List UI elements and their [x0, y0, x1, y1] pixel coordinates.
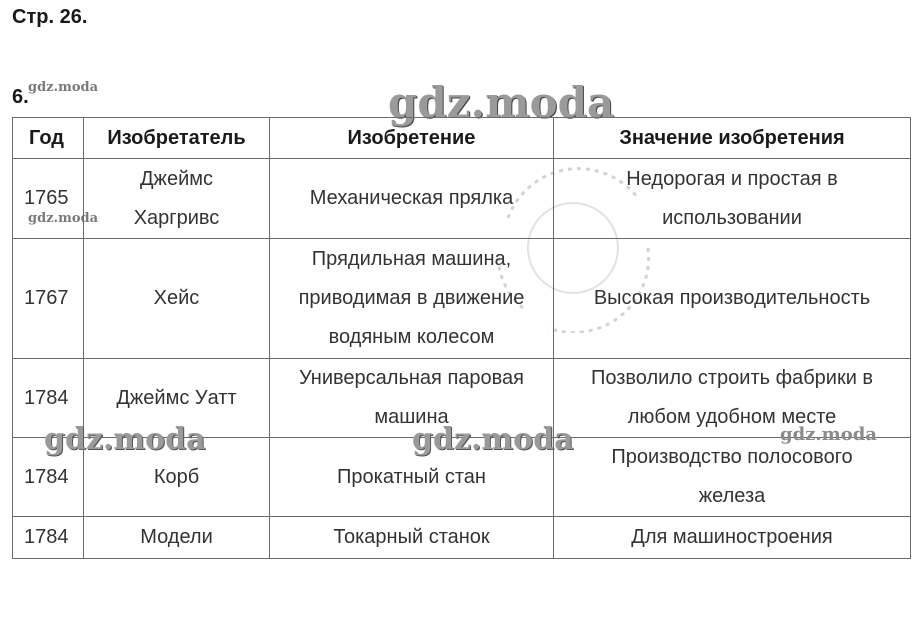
cell-significance	[554, 359, 911, 438]
inventions-table	[12, 117, 911, 559]
cell-inventor	[84, 438, 270, 517]
cell-line: Харгривс	[133, 206, 220, 229]
header-inventor: Изобретатель	[84, 118, 270, 159]
cell-year: 1784	[13, 359, 84, 438]
task-number: 6.	[12, 86, 29, 108]
table-row	[13, 239, 911, 359]
cell-significance	[554, 159, 911, 239]
cell-line: Производство полосового	[611, 446, 853, 468]
cell-invention	[270, 239, 554, 359]
cell-line: Джеймс	[140, 167, 213, 190]
cell-inventor	[84, 239, 270, 359]
watermark-small-top: gdz.moda	[28, 80, 99, 95]
cell-year: 1765	[13, 159, 84, 239]
table-row	[13, 438, 911, 517]
cell-year: 1784	[13, 438, 84, 517]
cell-year: 1784	[13, 517, 84, 559]
cell-line: Недорогая и простая в	[626, 167, 838, 190]
page-heading: Стр. 26.	[12, 6, 88, 28]
cell-year: 1767	[13, 239, 84, 359]
cell-inventor	[84, 159, 270, 239]
cell-significance	[554, 239, 911, 359]
cell-significance	[554, 517, 911, 559]
cell-line: Для машиностроения	[631, 526, 833, 548]
cell-line: Модели	[140, 526, 213, 548]
cell-line: железа	[698, 485, 766, 507]
table-row	[13, 359, 911, 438]
cell-inventor	[84, 359, 270, 438]
watermark-mid-center: gdz.moda	[412, 422, 574, 457]
cell-line: Джеймс Уатт	[116, 386, 237, 409]
cell-line: Хейс	[153, 287, 200, 309]
watermark-small-right: gdz.moda	[780, 424, 877, 445]
cell-line: Прядильная машина,	[311, 248, 512, 270]
watermark-small-left: gdz.moda	[28, 211, 99, 226]
cell-line: Позволило строить фабрики в	[590, 367, 874, 389]
cell-invention	[270, 159, 554, 239]
cell-line: Высокая производительность	[593, 287, 871, 309]
cell-invention	[270, 438, 554, 517]
header-year: Год	[13, 118, 84, 159]
watermark-large-top: gdz.moda	[388, 78, 615, 127]
table-header-row	[13, 118, 911, 159]
cell-line: водяным колесом	[328, 326, 495, 348]
cell-line: приводимая в движение	[298, 287, 525, 309]
watermark-mid-left: gdz.moda	[44, 422, 206, 457]
cell-invention	[270, 359, 554, 438]
cell-inventor	[84, 517, 270, 559]
cell-invention	[270, 517, 554, 559]
header-significance: Значение изобретения	[554, 118, 911, 159]
cell-line: любом удобном месте	[627, 406, 837, 428]
cell-line: Универсальная паровая	[299, 367, 524, 389]
cell-line: использовании	[662, 206, 802, 229]
cell-line: Прокатный стан	[337, 465, 486, 488]
table-row	[13, 159, 911, 239]
cell-line: Токарный станок	[333, 526, 490, 548]
cell-line: Корб	[153, 465, 200, 488]
header-invention: Изобретение	[270, 118, 554, 159]
cell-significance	[554, 438, 911, 517]
cell-line: машина	[374, 406, 449, 428]
table-row	[13, 517, 911, 559]
cell-line: Механическая прялка	[309, 187, 514, 209]
